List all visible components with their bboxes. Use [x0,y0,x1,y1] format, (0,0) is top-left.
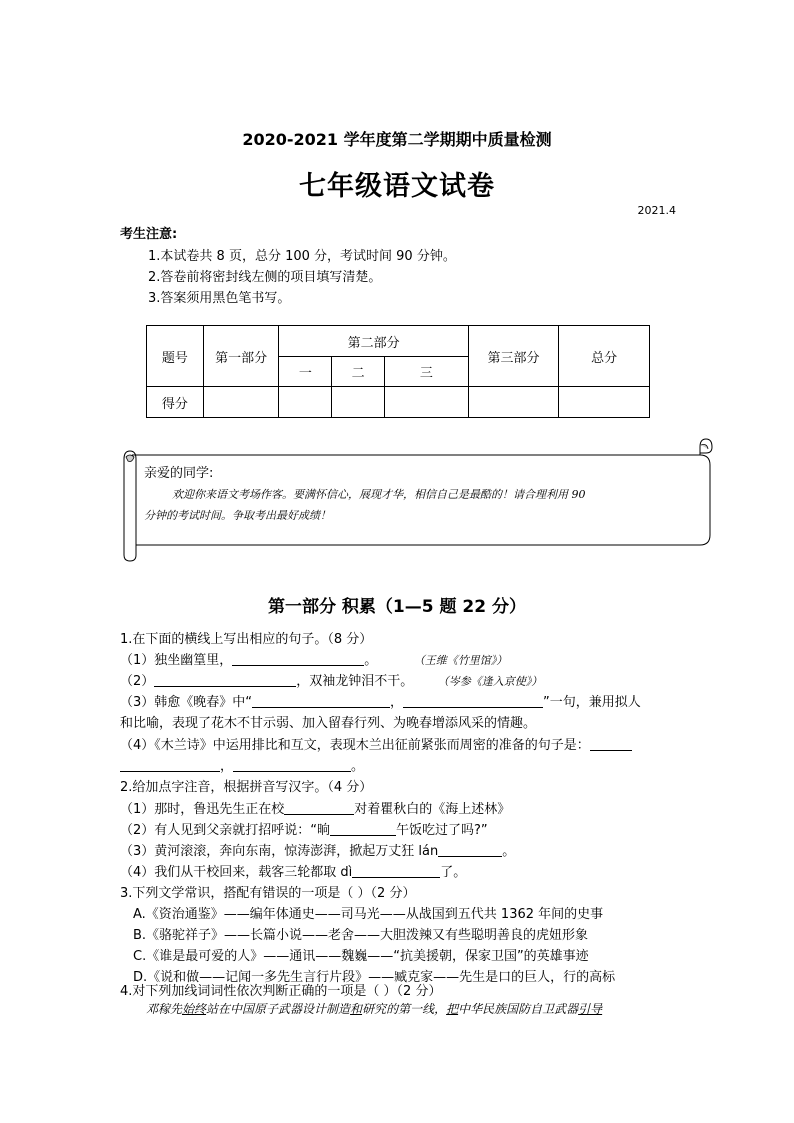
q3-option-c[interactable]: C.《谁是最可爱的人》——通讯——魏巍——“抗美援朝，保家卫国”的英雄事迹 [133,949,589,964]
score-table-part1: 第一部分 [203,326,279,387]
q1-d-line1: （4）《木兰诗》中运用排比和互文，表现木兰出征前紧张而周密的准备的句子是： [120,738,590,753]
q4-underlined-word-2: 和 [350,1002,363,1016]
q1-d-post: 。 [351,759,365,774]
q2-item-3 [120,840,515,859]
q2-a-pre: （1）那时，鲁迅先生正在校 [120,802,285,817]
q2-c-pre: （3）黄河滚滚，奔向东南，惊涛澎湃，掀起万丈狂 lán [120,844,439,859]
score-cell-sub2[interactable] [332,387,385,418]
score-table-sub2: 二 [332,357,385,387]
q1-b-post: ，双袖龙钟泪不干。 [296,674,414,689]
q1-item-2 [120,670,542,689]
score-table-part2: 第二部分 [279,326,468,357]
q2-c-blank[interactable] [438,843,502,857]
notice-item-3: 3.答案须用黑色笔书写。 [148,291,291,306]
score-table-part3: 第三部分 [468,326,559,387]
q3-stem: 3.下列文学常识，搭配有错误的一项是（ ）（2 分） [120,886,416,901]
q2-stem: 2.给加点字注音，根据拼音写汉字。（4 分） [120,780,373,795]
greeting-line-1: 欢迎你来语文考场作客。要满怀信心，展现才华，相信自己是最酷的！请合理利用 90 [172,488,586,501]
q1-item-1 [120,649,507,668]
q4-passage [146,1000,602,1017]
score-cell-sub1[interactable] [279,387,332,418]
q1-c-blank-1[interactable] [252,694,390,708]
notice-item-1: 1.本试卷共 8 页，总分 100 分，考试时间 90 分钟。 [148,249,456,264]
q1-c-line2: 和比喻，表现了花木不甘示弱、加入留春行列、为晚春增添风采的情趣。 [120,716,537,731]
q4-underlined-word-4: 引导 [578,1002,603,1016]
q1-a-pre: （1）独坐幽篁里， [120,653,233,668]
greeting-title: 亲爱的同学: [144,466,214,481]
q1-d-blank-1[interactable] [590,737,632,751]
exam-subtitle: 2020-2021 学年度第二学期期中质量检测 [242,130,552,149]
q4-underlined-word-1: 始终 [182,1002,207,1016]
q2-item-1 [120,798,510,817]
exam-date: 2021.4 [637,204,676,217]
q1-stem: 1.在下面的横线上写出相应的句子。（8 分） [120,632,373,647]
q4-passage-seg-2: 站在中国原子武器设计制造 [206,1002,351,1016]
score-table-total: 总分 [559,326,650,387]
q1-c-pre: （3）韩愈《晚春》中“ [120,695,253,710]
q2-b-post: 午饭吃过了吗?” [396,823,488,838]
q1-d-blank-2[interactable] [120,758,220,772]
greeting-line-2: 分钟的考试时间。争取考出最好成绩！ [144,509,331,522]
q4-passage-seg-1: 邓稼先 [146,1002,183,1016]
q4-passage-seg-3: 研究的第一线， [362,1002,447,1016]
q1-b-source: （岑参《逢入京使》） [443,675,543,688]
q1-item-4 [120,734,632,753]
q3-option-a[interactable]: A.《资治通鉴》——编年体通史——司马光——从战国到五代共 1362 年间的史事 [133,907,604,922]
q2-b-pre: （2）有人见到父亲就打招呼说：“晌 [120,823,331,838]
q2-item-4 [120,861,466,880]
section-title: 第一部分 积累（1—5 题 22 分） [268,597,526,617]
q2-d-pre: （4）我们从干校回来，载客三轮都取 dì [120,865,353,880]
notice-item-2: 2.答卷前将密封线左侧的项目填写清楚。 [148,270,382,285]
q1-d-blank-3[interactable] [233,758,351,772]
q1-a-post: 。 [364,653,378,668]
score-table-label-score: 得分 [147,387,204,418]
q2-a-post: 对着瞿秋白的《海上述林》 [354,802,511,817]
q4-underlined-word-3: 把 [446,1002,459,1016]
q1-item-4-cont [120,755,364,774]
score-table [146,325,650,418]
score-table-sub1: 一 [279,357,332,387]
q1-b-blank[interactable] [154,673,296,687]
q1-d-mid: ， [220,759,234,774]
q4-stem: 4.对下列加线词词性依次判断正确的一项是（ ）（2 分） [120,984,442,999]
score-cell-part3[interactable] [468,387,559,418]
score-cell-part1[interactable] [203,387,279,418]
q2-a-blank[interactable] [284,801,354,815]
q1-b-pre: （2） [120,674,155,689]
q4-passage-seg-4: 中华民族国防自卫武器 [458,1002,579,1016]
notice-heading: 考生注意: [120,227,178,242]
score-cell-total[interactable] [559,387,650,418]
q3-option-d[interactable]: D.《说和做——记闻一多先生言行片段》——臧克家——先生是口的巨人，行的高标 [133,970,616,985]
q1-item-3 [120,691,641,710]
q2-item-2 [120,819,488,838]
q2-d-post: 了。 [440,865,467,880]
score-table-sub3: 三 [385,357,469,387]
score-cell-sub3[interactable] [385,387,469,418]
q2-c-post: 。 [502,844,516,859]
q3-option-b[interactable]: B.《骆驼祥子》——长篇小说——老舍——大胆泼辣又有些聪明善良的虎妞形象 [133,928,589,943]
q1-c-blank-2[interactable] [403,694,543,708]
q2-d-blank[interactable] [352,864,440,878]
q2-b-blank[interactable] [330,822,396,836]
q1-a-source: （王维《竹里馆》） [419,654,508,667]
score-table-label-no: 题号 [147,326,204,387]
q1-c-post: ”一句，兼用拟人 [543,695,641,710]
q1-c-mid: ， [390,695,404,710]
exam-title: 七年级语文试卷 [299,171,495,202]
q1-a-blank[interactable] [232,652,364,666]
